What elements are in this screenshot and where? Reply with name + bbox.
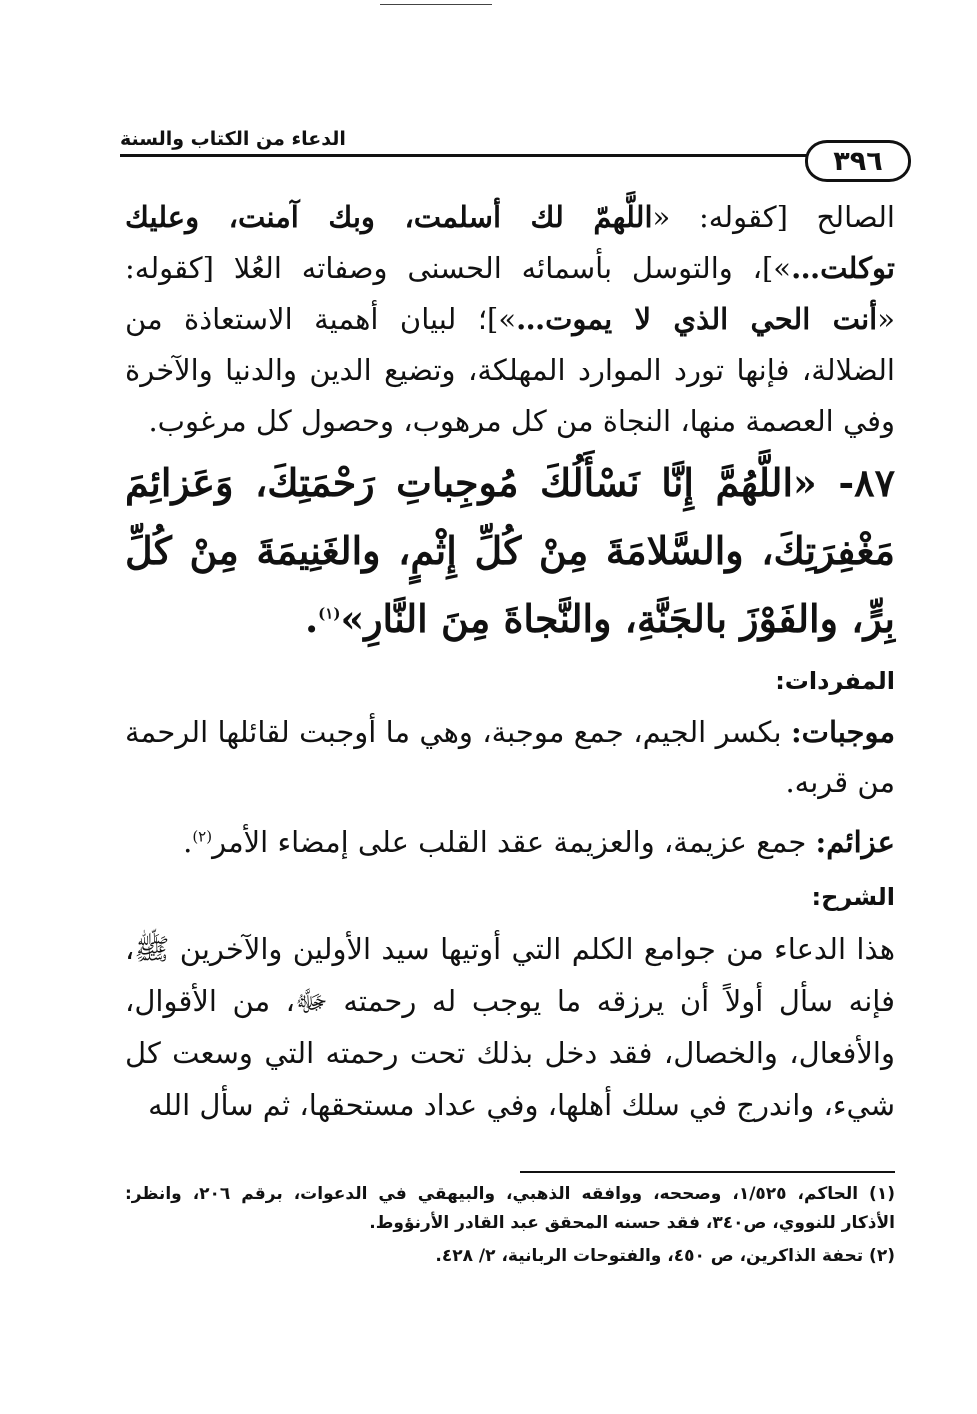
intro-paragraph	[125, 192, 895, 447]
footnote-ref-2[interactable]: (٢)	[192, 827, 213, 846]
vocab-term: موجبات:	[790, 715, 895, 749]
quoted-dua-1: اللَّهمّ لك أسلمت، وبك آمنت، وعليك توكلت…	[125, 200, 895, 285]
definition-end: .	[183, 825, 193, 859]
book-title: الدعاء من الكتاب والسنة	[120, 128, 346, 150]
vocab-item	[125, 707, 895, 807]
top-divider	[380, 4, 492, 5]
vocab-definition: بكسر الجيم، جمع موجبة، وهي ما أوجبت لقائلها الرحمة من قربه.	[125, 715, 895, 799]
explanation-heading: الشرح:	[811, 883, 895, 911]
footnote-ref-1[interactable]: (١)	[318, 604, 341, 623]
hadith-87	[125, 449, 895, 653]
footnote-divider	[520, 1171, 895, 1173]
hadith-text: ٨٧- «اللَّهُمَّ إِنَّا نَسْأَلُكَ مُوجِباتِ رَحْمَتِكَ، وَعَزائِمَ مَغْفِرَتِكَ، والسَّلامَةَ مِنْ كُلِّ إِثْمٍ، والغَنِيمَةَ مِنْ كُلِّ بِرٍّ، والفَوْزَ بالجَنَّةِ، والنَّجاةَ مِنَ النَّارِ»	[125, 460, 895, 641]
intro-text-3: »]؛ لبيان أهمية الاستعاذة من الضلالة، فإنها تورد الموارد المهلكة، وتضيع الدين والدنيا والآخرة وفي العصمة منها، النجاة من كل مرهوب، وحصول كل مرغوب.	[125, 302, 895, 438]
footnote-2: (٢) تحفة الذاكرين، ص ٤٥٠، والفتوحات الربانية، ٢/ ٤٢٨.	[435, 1246, 895, 1266]
vocab-definition: جمع عزيمة، والعزيمة عقد القلب على إمضاء الأمر	[212, 825, 816, 859]
intro-text-2: »]، والتوسل بأسمائه الحسنى وصفاته العُلا [كقوله: «	[125, 251, 895, 336]
intro-text-1: الصالح [كقوله: «	[652, 200, 895, 234]
header-rule	[120, 154, 808, 157]
page-number: ٣٩٦	[805, 140, 911, 182]
footnote-1: (١) الحاكم، ١/٥٢٥، وصححه، ووافقه الذهبي، والبيهقي في الدعوات، برقم ٢٠٦، وانظر: الأذكار للنووي، ص٣٤٠، فقد حسنه المحقق عبد القادر الأرنؤوط.	[125, 1184, 895, 1233]
footnotes	[125, 1180, 895, 1275]
vocab-term: عزائم:	[815, 825, 895, 859]
hadith-end: .	[304, 596, 319, 641]
page-body	[125, 192, 895, 1131]
explanation-paragraph: هذا الدعاء من جوامع الكلم التي أوتيها سيد الأولين والآخرين ﷺ، فإنه سأل أولاً أن يرزقه ما يوجب له رحمته ﷻ، من الأقوال، والأفعال، والخصال، فقد دخل بذلك تحت رحمته التي وسعت كل شيء، واندرج في سلك أهلها، وفي عداد مستحقها، ثم سأل الله	[125, 932, 895, 1122]
vocab-item	[125, 817, 895, 867]
vocab-heading: المفردات:	[775, 667, 895, 695]
quoted-dua-2: أنت الحي الذي لا يموت…	[516, 302, 878, 336]
page-header	[120, 110, 900, 180]
